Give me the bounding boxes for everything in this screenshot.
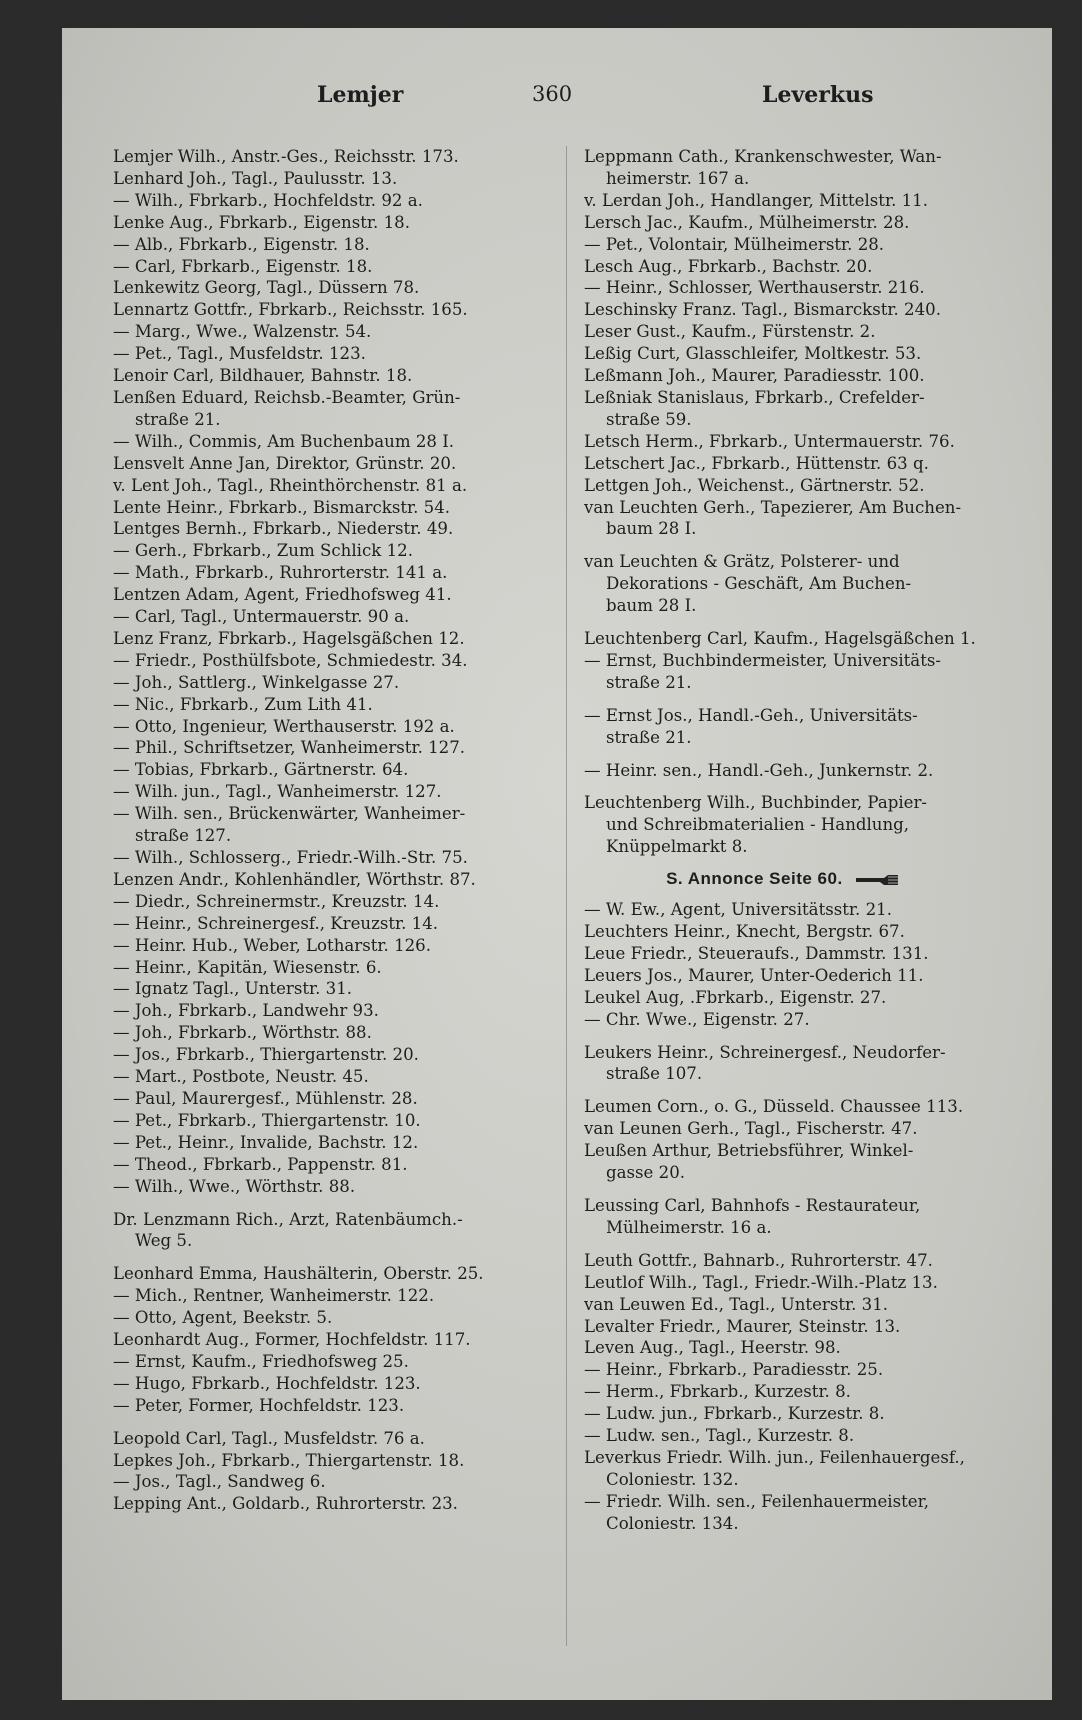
directory-entry: Lersch Jac., Kaufm., Mülheimerstr. 28. bbox=[584, 212, 910, 232]
directory-entry: Lenoir Carl, Bildhauer, Bahnstr. 18. bbox=[113, 366, 413, 386]
directory-entry: Lesch Aug., Fbrkarb., Bachstr. 20. bbox=[584, 256, 873, 276]
directory-entry: — Mich., Rentner, Wanheimerstr. 122. bbox=[113, 1286, 435, 1306]
directory-entry: — Heinr. sen., Handl.-Geh., Junkernstr. 2. bbox=[584, 760, 934, 780]
directory-entry: — Pet., Heinr., Invalide, Bachstr. 12. bbox=[113, 1132, 419, 1152]
right-column-part-a bbox=[584, 146, 984, 858]
directory-entry: — Heinr., Fbrkarb., Paradiesstr. 25. bbox=[584, 1360, 884, 1380]
directory-entry: — Theod., Fbrkarb., Pappenstr. 81. bbox=[113, 1154, 408, 1174]
directory-entry: Leuchtenberg Wilh., Buchbinder, Papier- und Schreibmaterialien - Handlung, Knüppelmarkt 8. bbox=[584, 793, 928, 857]
column-divider bbox=[566, 146, 567, 1646]
directory-entry: — Pet., Volontair, Mülheimerstr. 28. bbox=[584, 234, 885, 254]
directory-entry: — Peter, Former, Hochfeldstr. 123. bbox=[113, 1395, 405, 1415]
directory-entry: v. Lent Joh., Tagl., Rheinthörchenstr. 81 a. bbox=[113, 475, 468, 495]
directory-entry: Lenkewitz Georg, Tagl., Düssern 78. bbox=[113, 278, 420, 298]
directory-entry: Leukel Aug, .Fbrkarb., Eigenstr. 27. bbox=[584, 987, 887, 1007]
directory-entry: — Wilh. sen., Brückenwärter, Wanheimer- straße 127. bbox=[113, 804, 466, 846]
directory-entry: Lente Heinr., Fbrkarb., Bismarckstr. 54. bbox=[113, 497, 451, 517]
directory-entry: — Diedr., Schreinermstr., Kreuzstr. 14. bbox=[113, 891, 440, 911]
directory-entry: — Ernst, Kaufm., Friedhofsweg 25. bbox=[113, 1351, 409, 1371]
directory-entry: — Wilh., Fbrkarb., Hochfeldstr. 92 a. bbox=[113, 190, 423, 210]
directory-entry: — Paul, Maurergesf., Mühlenstr. 28. bbox=[113, 1088, 418, 1108]
directory-entry: — Ernst, Buchbindermeister, Universitäts- straße 21. bbox=[584, 650, 941, 692]
directory-entry: — Nic., Fbrkarb., Zum Lith 41. bbox=[113, 694, 373, 714]
header-right-word: Leverkus bbox=[762, 82, 874, 108]
directory-entry: Leopold Carl, Tagl., Musfeldstr. 76 a. bbox=[113, 1428, 425, 1448]
directory-entry: Leuchtenberg Carl, Kaufm., Hagelsgäßchen 1. bbox=[584, 629, 976, 649]
directory-entry: — Carl, Tagl., Untermauerstr. 90 a. bbox=[113, 607, 410, 627]
directory-entry: Leverkus Friedr. Wilh. jun., Feilenhauergesf., Coloniestr. 132. bbox=[584, 1447, 965, 1489]
directory-entry: — Gerh., Fbrkarb., Zum Schlick 12. bbox=[113, 541, 413, 561]
directory-entry: — Chr. Wwe., Eigenstr. 27. bbox=[584, 1009, 810, 1029]
directory-entry: — Otto, Agent, Beekstr. 5. bbox=[113, 1308, 333, 1328]
directory-entry: — Joh., Fbrkarb., Wörthstr. 88. bbox=[113, 1023, 372, 1043]
directory-entry: — Wilh., Commis, Am Buchenbaum 28 I. bbox=[113, 431, 455, 451]
directory-entry: Leukers Heinr., Schreinergesf., Neudorfer- straße 107. bbox=[584, 1042, 946, 1084]
directory-entry: — Ernst Jos., Handl.-Geh., Universitäts- straße 21. bbox=[584, 705, 918, 747]
directory-entry: van Leuchten & Grätz, Polsterer- und Dekorations - Geschäft, Am Buchen- baum 28 I. bbox=[584, 552, 912, 616]
directory-entry: — Heinr., Schreinergesf., Kreuzstr. 14. bbox=[113, 913, 439, 933]
directory-entry: Lennartz Gottfr., Fbrkarb., Reichsstr. 165. bbox=[113, 300, 468, 320]
directory-entry: Leussing Carl, Bahnhofs - Restaurateur, Mülheimerstr. 16 a. bbox=[584, 1195, 921, 1237]
directory-entry: Leßniak Stanislaus, Fbrkarb., Crefelder- straße 59. bbox=[584, 387, 925, 429]
page-number: 360 bbox=[532, 82, 573, 106]
directory-entry: — Ludw. sen., Tagl., Kurzestr. 8. bbox=[584, 1426, 855, 1446]
directory-entry: — Pet., Fbrkarb., Thiergartenstr. 10. bbox=[113, 1110, 421, 1130]
directory-entry: Lemjer Wilh., Anstr.-Ges., Reichsstr. 173. bbox=[113, 147, 459, 166]
directory-entry: — Hugo, Fbrkarb., Hochfeldstr. 123. bbox=[113, 1373, 421, 1393]
directory-entry: — Phil., Schriftsetzer, Wanheimerstr. 127. bbox=[113, 738, 466, 758]
directory-entry: Levalter Friedr., Maurer, Steinstr. 13. bbox=[584, 1316, 901, 1336]
directory-entry: Letschert Jac., Fbrkarb., Hüttenstr. 63 q. bbox=[584, 453, 929, 473]
directory-entry: Leßig Curt, Glasschleifer, Moltkestr. 53. bbox=[584, 344, 922, 364]
directory-entry: — Joh., Fbrkarb., Landwehr 93. bbox=[113, 1001, 379, 1021]
directory-entry: — Math., Fbrkarb., Ruhrorterstr. 141 a. bbox=[113, 563, 448, 583]
directory-entry: Lenke Aug., Fbrkarb., Eigenstr. 18. bbox=[113, 212, 410, 232]
annonce-text: S. Annonce Seite 60. bbox=[666, 869, 843, 889]
directory-entry: Lensvelt Anne Jan, Direktor, Grünstr. 20. bbox=[113, 453, 457, 473]
directory-entry: — Heinr. Hub., Weber, Lotharstr. 126. bbox=[113, 935, 432, 955]
directory-entry: — Friedr., Posthülfsbote, Schmiedestr. 34. bbox=[113, 650, 468, 670]
directory-entry: Leußen Arthur, Betriebsführer, Winkel- gasse 20. bbox=[584, 1141, 914, 1183]
directory-entry: v. Lerdan Joh., Handlanger, Mittelstr. 11. bbox=[584, 190, 929, 210]
directory-entry: Lentges Bernh., Fbrkarb., Niederstr. 49. bbox=[113, 519, 454, 539]
directory-entry: — Tobias, Fbrkarb., Gärtnerstr. 64. bbox=[113, 760, 409, 780]
directory-entry: — Wilh. jun., Tagl., Wanheimerstr. 127. bbox=[113, 782, 442, 802]
directory-entry: van Leunen Gerh., Tagl., Fischerstr. 47. bbox=[584, 1119, 918, 1139]
directory-entry: Lenhard Joh., Tagl., Paulusstr. 13. bbox=[113, 168, 398, 188]
directory-entry: Lepkes Joh., Fbrkarb., Thiergartenstr. 18. bbox=[113, 1450, 465, 1470]
directory-entry: — Wilh., Wwe., Wörthstr. 88. bbox=[113, 1176, 356, 1196]
directory-entry: Leumen Corn., o. G., Düsseld. Chaussee 113. bbox=[584, 1097, 964, 1117]
directory-entry: — Friedr. Wilh. sen., Feilenhauermeister, Coloniestr. 134. bbox=[584, 1491, 929, 1533]
directory-entry: Lettgen Joh., Weichenst., Gärtnerstr. 52. bbox=[584, 475, 925, 495]
directory-entry: — Pet., Tagl., Musfeldstr. 123. bbox=[113, 344, 366, 364]
directory-entry: — Ignatz Tagl., Unterstr. 31. bbox=[113, 979, 353, 999]
directory-entry: — Heinr., Schlosser, Werthauserstr. 216. bbox=[584, 278, 925, 298]
directory-page bbox=[62, 28, 1052, 1700]
directory-entry: — Jos., Fbrkarb., Thiergartenstr. 20. bbox=[113, 1045, 419, 1065]
directory-entry: Leßmann Joh., Maurer, Paradiesstr. 100. bbox=[584, 366, 925, 386]
directory-entry: — Heinr., Kapitän, Wiesenstr. 6. bbox=[113, 957, 382, 977]
right-column bbox=[584, 146, 984, 1535]
left-column bbox=[113, 146, 533, 1515]
directory-entry: Leuers Jos., Maurer, Unter-Oederich 11. bbox=[584, 965, 924, 985]
directory-entry: Leppmann Cath., Krankenschwester, Wan- heimerstr. 167 a. bbox=[584, 147, 942, 188]
directory-entry: Leutlof Wilh., Tagl., Friedr.-Wilh.-Platz 13. bbox=[584, 1272, 938, 1292]
directory-entry: — Herm., Fbrkarb., Kurzestr. 8. bbox=[584, 1382, 851, 1402]
directory-entry: — W. Ew., Agent, Universitätsstr. 21. bbox=[584, 900, 892, 920]
directory-entry: Lentzen Adam, Agent, Friedhofsweg 41. bbox=[113, 585, 452, 605]
directory-entry: — Wilh., Schlosserg., Friedr.-Wilh.-Str. 75. bbox=[113, 848, 468, 867]
directory-entry: Leonhard Emma, Haushälterin, Oberstr. 25. bbox=[113, 1264, 484, 1284]
directory-entry: Lenzen Andr., Kohlenhändler, Wörthstr. 87. bbox=[113, 869, 476, 889]
directory-entry: Lepping Ant., Goldarb., Ruhrorterstr. 23. bbox=[113, 1494, 458, 1514]
directory-entry: — Carl, Fbrkarb., Eigenstr. 18. bbox=[113, 256, 373, 276]
directory-entry: — Joh., Sattlerg., Winkelgasse 27. bbox=[113, 672, 400, 692]
directory-entry: Lenßen Eduard, Reichsb.-Beamter, Grün- straße 21. bbox=[113, 387, 461, 429]
directory-entry: Leonhardt Aug., Former, Hochfeldstr. 117. bbox=[113, 1330, 471, 1350]
directory-entry: van Leuwen Ed., Tagl., Unterstr. 31. bbox=[584, 1294, 889, 1314]
page-header bbox=[62, 82, 1052, 122]
directory-entry: Leuchters Heinr., Knecht, Bergstr. 67. bbox=[584, 922, 905, 941]
directory-entry: Leue Friedr., Steueraufs., Dammstr. 131. bbox=[584, 943, 929, 963]
directory-entry: — Ludw. jun., Fbrkarb., Kurzestr. 8. bbox=[584, 1404, 885, 1424]
directory-entry: Leschinsky Franz. Tagl., Bismarckstr. 240. bbox=[584, 300, 942, 320]
directory-entry: Letsch Herm., Fbrkarb., Untermauerstr. 76. bbox=[584, 431, 955, 451]
directory-entry: Dr. Lenzmann Rich., Arzt, Ratenbäumch.- Weg 5. bbox=[113, 1209, 463, 1251]
directory-entry: van Leuchten Gerh., Tapezierer, Am Buchen- baum 28 I. bbox=[584, 497, 962, 539]
directory-entry: Leven Aug., Tagl., Heerstr. 98. bbox=[584, 1338, 841, 1358]
directory-entry: — Otto, Ingenieur, Werthauserstr. 192 a. bbox=[113, 716, 455, 736]
directory-entry: Leuth Gottfr., Bahnarb., Ruhrorterstr. 47. bbox=[584, 1250, 933, 1270]
directory-entry: Leser Gust., Kaufm., Fürstenstr. 2. bbox=[584, 322, 876, 342]
right-column-part-b bbox=[584, 899, 984, 1534]
directory-entry: — Mart., Postbote, Neustr. 45. bbox=[113, 1067, 369, 1087]
directory-entry: Lenz Franz, Fbrkarb., Hagelsgäßchen 12. bbox=[113, 628, 465, 648]
annonce-note bbox=[584, 868, 984, 890]
directory-entry: — Alb., Fbrkarb., Eigenstr. 18. bbox=[113, 234, 370, 254]
directory-entry: — Jos., Tagl., Sandweg 6. bbox=[113, 1472, 326, 1492]
directory-entry: — Marg., Wwe., Walzenstr. 54. bbox=[113, 322, 372, 342]
pointing-hand-icon bbox=[854, 873, 902, 887]
header-left-word: Lemjer bbox=[317, 82, 404, 108]
